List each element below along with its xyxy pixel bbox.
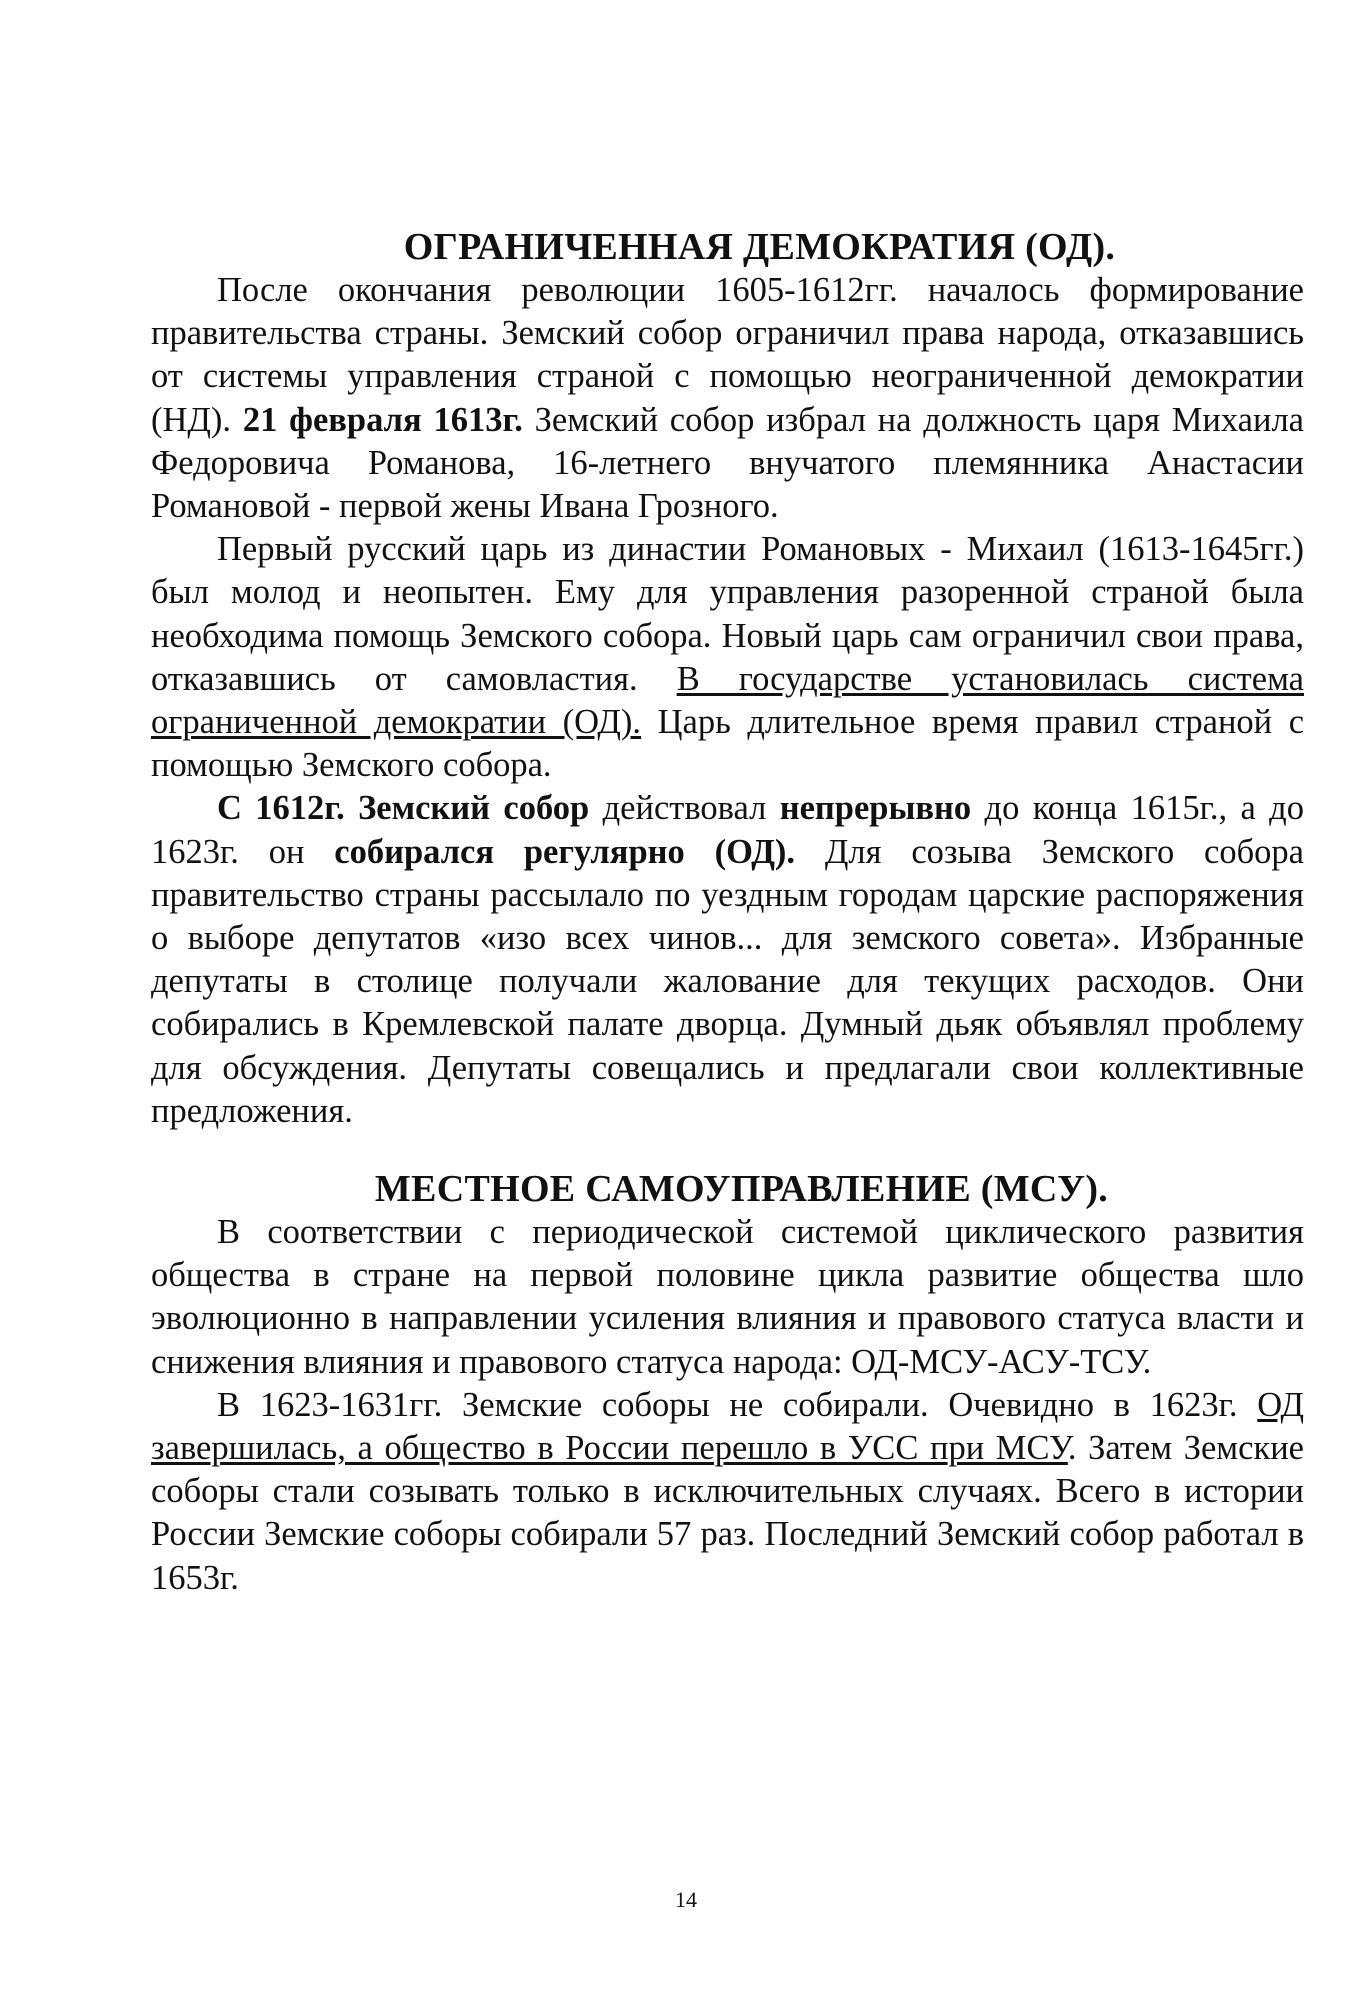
paragraph — [151, 1384, 1304, 1600]
paragraph — [151, 269, 1304, 528]
paragraph — [151, 528, 1304, 787]
text-run: После окончания революции 1605-1612гг. началось формирование правительства страны. Земский собор ограничил права народа, отказавшись от системы управления страной с помощью неограниченной демократии (НД). — [151, 271, 1304, 439]
paragraph — [151, 787, 1304, 1133]
bold-phrase: собирался регулярно (ОД). — [334, 832, 796, 871]
paragraph: В соответствии с периодической системой циклического развития общества в стране на первой половине цикла развитие общества шло эволюционно в направлении усиления влияния и правового статуса власти и снижения влияния и правового статуса народа: ОД-МСУ-АСУ-ТСУ. — [151, 1213, 1304, 1381]
text-run: Для созыва Земского собора правительство страны рассылало по уездным городам царские распоряжения о выборе депутатов «изо всех чинов... для земского совета». Избранные депутаты в столице получали жалование для текущих расходов. Они собирались в Кремлевской палате дворца. Думный дьяк объявлял проблему для обсуждения. Депутаты совещались и предлагали свои коллективные предложения. — [151, 832, 1304, 1130]
underlined-statement: ОД завершилась, а общество в России перешло в УСС при МСУ — [151, 1385, 1304, 1468]
bold-phrase: непрерывно — [779, 789, 972, 828]
bold-phrase: С 1612г. Земский собор — [217, 789, 590, 828]
text-run: Царь длительное время правил страной с помощью Земского собора. — [151, 703, 1305, 785]
section-heading-local-self-government: МЕСТНОЕ САМОУПРАВЛЕНИЕ (МСУ). — [374, 1168, 1109, 1211]
text-run: действовал — [589, 789, 780, 828]
document-page — [151, 225, 1304, 1600]
text-run: Первый русский царь из династии Романовых - Михаил (1613-1645гг.) был молод и неопытен. Ему для управления разоренной страной была необходима помощь Земского собора. Новый царь сам ограничил свои права, отказавшись от самовластия. — [151, 530, 1304, 698]
underlined-statement: В государстве установилась система ограниченной демократии (ОД). — [151, 659, 1304, 742]
page-number: 14 — [675, 1887, 697, 1912]
text-run: В 1623-1631гг. Земские соборы не собирали. Очевидно в 1623г. — [217, 1385, 1258, 1424]
text-run: . Затем Земские соборы стали созывать только в исключительных случаях. Всего в истории России Земские соборы собирали 57 раз. Последний Земский собор работал в 1653г. — [151, 1429, 1304, 1597]
section-heading-limited-democracy: ОГРАНИЧЕННАЯ ДЕМОКРАТИЯ (ОД). — [403, 226, 1116, 268]
bold-date: 21 февраля 1613г. — [242, 400, 523, 439]
text-run: до конца 1615г., а до 1623г. он — [151, 789, 1304, 871]
text-run: Земский собор избрал на должность царя Михаила Федоровича Романова, 16-летнего внучатого племянника Анастасии Романовой - первой жены Ивана Грозного. — [151, 400, 1304, 526]
